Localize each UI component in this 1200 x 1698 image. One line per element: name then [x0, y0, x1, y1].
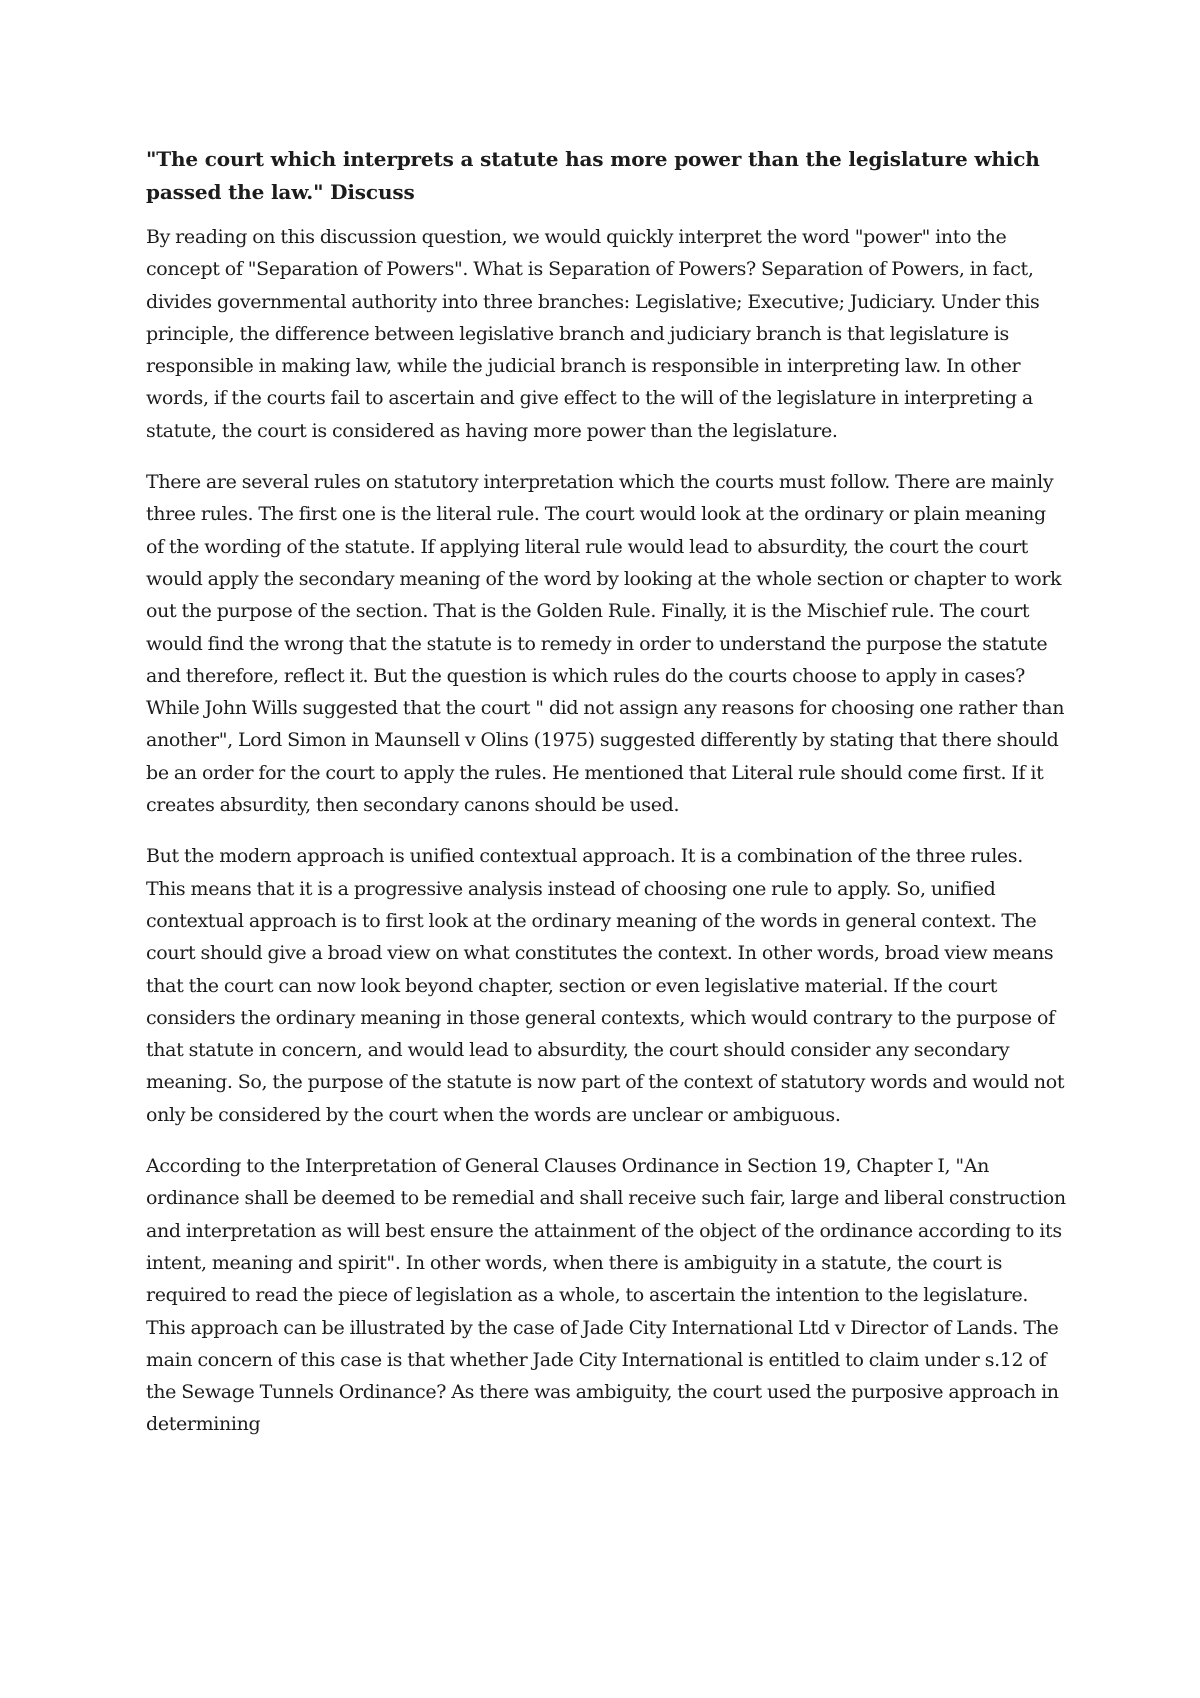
paragraph-separation-of-powers: By reading on this discussion question, we would quickly interpret the word "power" into the concept of "Separation of Powers". What is Separation of Powers? Separation of Powers, in fact, divides governmental authority into three branches: Legislative; Executive; Judiciary. Under this principle, the difference between legislative branch and judiciary branch is that legislature is responsible in making law, while the judicial branch is responsible in interpreting law. In other words, if the courts fail to ascertain and give effect to the will of the legislature in interpreting a statute, the court is considered as having more power than the legislature.	[146, 226, 1040, 442]
document-body	[146, 143, 1066, 1460]
paragraph-general-clauses-ordinance: According to the Interpretation of General Clauses Ordinance in Section 19, Chapter I, "An ordinance shall be deemed to be remedial and shall receive such fair, large and liberal construction and interpretation as will best ensure the attainment of the object of the ordinance according to its intent, meaning and spirit". In other words, when there is ambiguity in a statute, the court is required to read the piece of legislation as a whole, to ascertain the intention to the legislature. This approach can be illustrated by the case of Jade City International Ltd v Director of Lands. The main concern of this case is that whether Jade City International is entitled to claim under s.12 of the Sewage Tunnels Ordinance? As there was ambiguity, the court used the purposive approach in determining	[146, 1155, 1066, 1436]
essay-question-title: "The court which interprets a statute has more power than the legislature which passed the law." Discuss	[146, 147, 1040, 204]
paragraph-unified-contextual-approach: But the modern approach is unified contextual approach. It is a combination of the three rules. This means that it is a progressive analysis instead of choosing one rule to apply. So, unified contextual approach is to first look at the ordinary meaning of the words in general context. The court should give a broad view on what constitutes the context. In other words, broad view means that the court can now look beyond chapter, section or even legislative material. If the court considers the ordinary meaning in those general contexts, which would contrary to the purpose of that statute in concern, and would lead to absurdity, the court should consider any secondary meaning. So, the purpose of the statute is now part of the context of statutory words and would not only be considered by the court when the words are unclear or ambiguous.	[146, 845, 1065, 1126]
paragraph-rules-of-interpretation: There are several rules on statutory interpretation which the courts must follow. There are mainly three rules. The first one is the literal rule. The court would look at the ordinary or plain meaning of the wording of the statute. If applying literal rule would lead to absurdity, the court the court would apply the secondary meaning of the word by looking at the whole section or chapter to work out the purpose of the section. That is the Golden Rule. Finally, it is the Mischief rule. The court would find the wrong that the statute is to remedy in order to understand the purpose the statute and therefore, reflect it. But the question is which rules do the courts choose to apply in cases? While John Wills suggested that the court " did not assign any reasons for choosing one rather than another", Lord Simon in Maunsell v Olins (1975) suggested differently by stating that there should be an order for the court to apply the rules. He mentioned that Literal rule should come first. If it creates absurdity, then secondary canons should be used.	[146, 471, 1065, 817]
